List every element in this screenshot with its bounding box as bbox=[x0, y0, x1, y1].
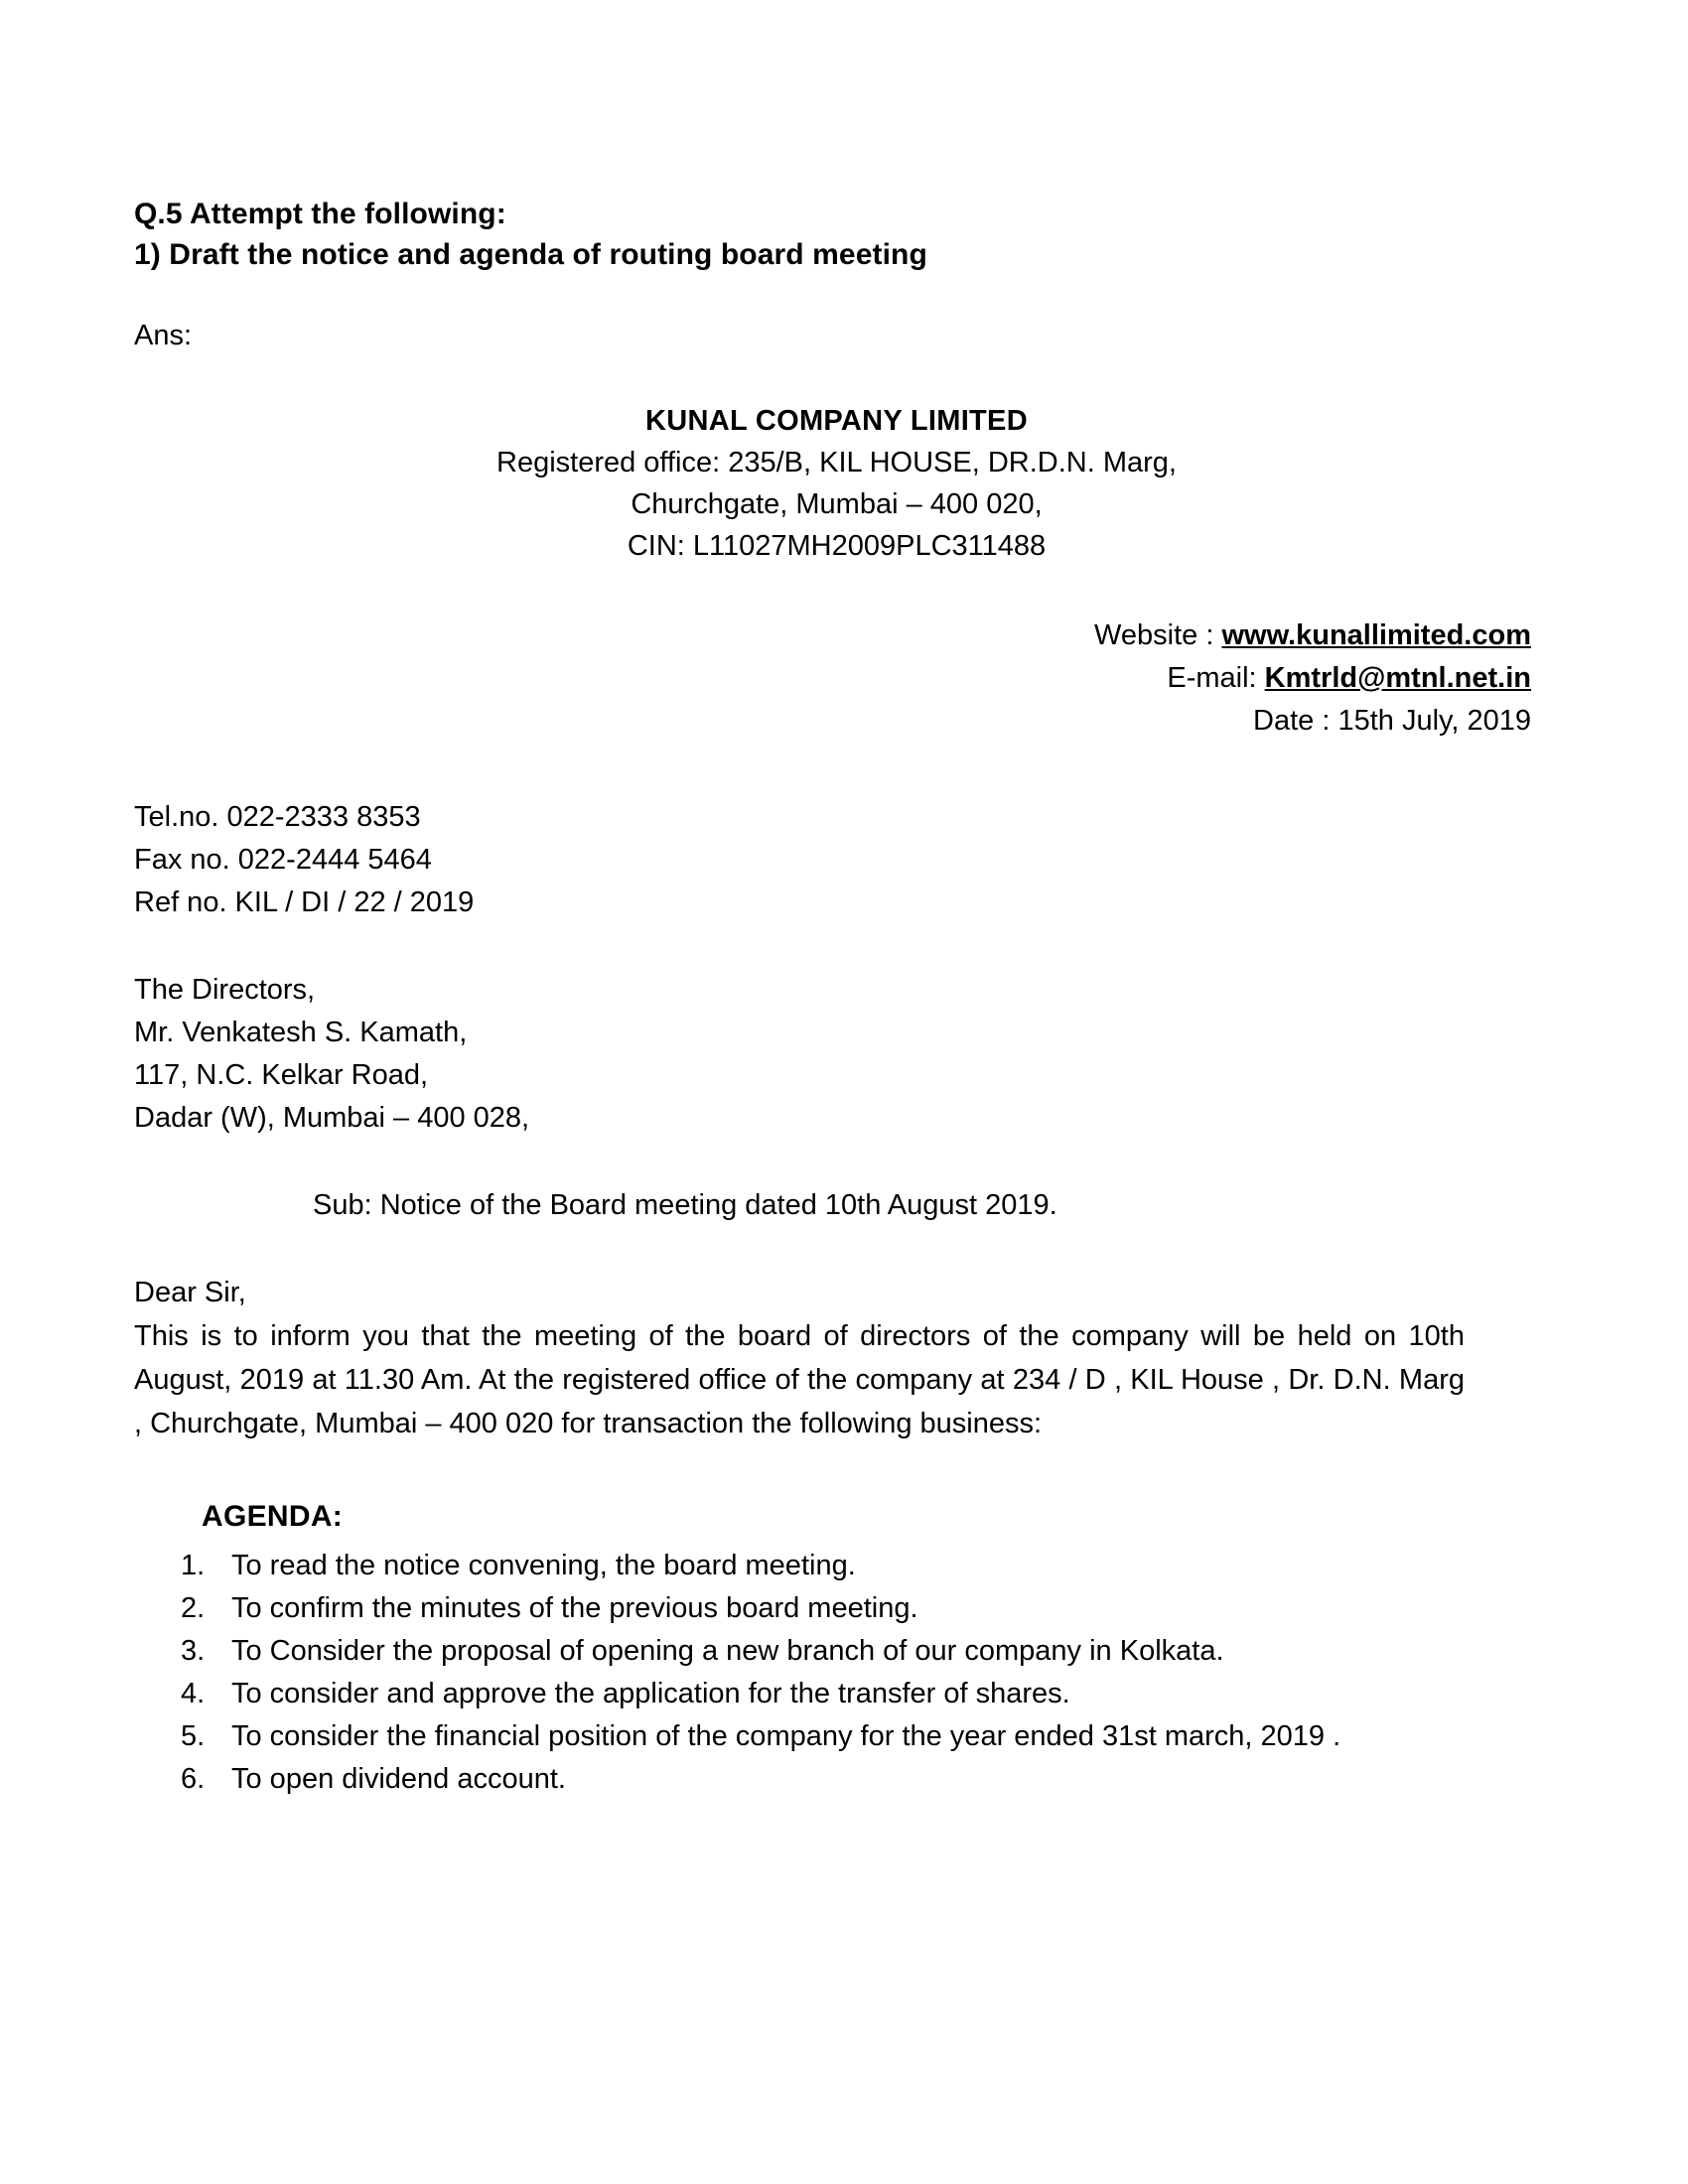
agenda-item-text: To consider and approve the application for the transfer of shares. bbox=[231, 1678, 1070, 1709]
reference-number-line: Ref no. KIL / DI / 22 / 2019 bbox=[134, 887, 475, 918]
agenda-item-number: 5. bbox=[181, 1720, 206, 1752]
email-label: E-mail: bbox=[1167, 662, 1265, 694]
reference-block bbox=[134, 796, 1539, 924]
agenda-item bbox=[134, 1758, 1532, 1801]
contact-block bbox=[134, 614, 1539, 743]
question-heading-line-2: 1) Draft the notice and agenda of routing board meeting bbox=[134, 238, 927, 271]
company-address-line-1: Registered office: 235/B, KIL HOUSE, DR.D.N. Marg, bbox=[496, 447, 1177, 478]
company-cin: CIN: L11027MH2009PLC311488 bbox=[627, 530, 1047, 562]
addressee-block bbox=[134, 969, 1539, 1140]
addressee-line-2: Mr. Venkatesh S. Kamath, bbox=[134, 1017, 468, 1048]
agenda-item-text: To read the notice convening, the board meeting. bbox=[231, 1550, 856, 1581]
fax-line: Fax no. 022-2444 5464 bbox=[134, 844, 432, 876]
agenda-item-text: To confirm the minutes of the previous board meeting. bbox=[231, 1592, 918, 1624]
agenda-item-number: 3. bbox=[181, 1635, 206, 1667]
addressee-line-3: 117, N.C. Kelkar Road, bbox=[134, 1059, 429, 1091]
website-link[interactable]: www.kunallimited.com bbox=[1221, 619, 1531, 651]
website-label: Website : bbox=[1094, 619, 1222, 651]
agenda-item-text: To open dividend account. bbox=[231, 1763, 566, 1795]
agenda-item bbox=[134, 1630, 1532, 1673]
telephone-line: Tel.no. 022-2333 8353 bbox=[134, 801, 421, 833]
letterhead-block bbox=[134, 400, 1539, 567]
salutation: Dear Sir, bbox=[134, 1277, 246, 1308]
agenda-item bbox=[134, 1715, 1532, 1758]
agenda-list bbox=[134, 1545, 1539, 1801]
company-address-line-2: Churchgate, Mumbai – 400 020, bbox=[631, 488, 1043, 520]
agenda-item bbox=[134, 1545, 1532, 1587]
agenda-item-text: To consider the financial position of the company for the year ended 31st march, 2019 . bbox=[231, 1720, 1341, 1752]
addressee-line-1: The Directors, bbox=[134, 974, 316, 1006]
addressee-line-4: Dadar (W), Mumbai – 400 028, bbox=[134, 1102, 530, 1134]
agenda-item-number: 2. bbox=[181, 1592, 206, 1624]
date-line: Date : 15th July, 2019 bbox=[1253, 705, 1531, 737]
company-name: KUNAL COMPANY LIMITED bbox=[645, 405, 1028, 437]
agenda-item-number: 4. bbox=[181, 1678, 206, 1709]
agenda-item-number: 6. bbox=[181, 1763, 206, 1795]
body-paragraph: This is to inform you that the meeting of the board of directors of the company will be held on 10th August, 2019 at 11.30 Am. At the registered office of the company at 234 / D , KIL House , Dr. D.N. Marg , Churchgate, Mumbai – 400 020 for transaction the following business: bbox=[134, 1320, 1465, 1439]
agenda-item bbox=[134, 1587, 1532, 1630]
email-line bbox=[134, 657, 1531, 700]
agenda-item-number: 1. bbox=[181, 1550, 206, 1581]
question-heading-line-1: Q.5 Attempt the following: bbox=[134, 198, 506, 230]
agenda-item bbox=[134, 1673, 1532, 1715]
email-link[interactable]: Kmtrld@mtnl.net.in bbox=[1264, 662, 1531, 694]
subject-line: Sub: Notice of the Board meeting dated 10th August 2019. bbox=[313, 1189, 1057, 1221]
answer-label: Ans: bbox=[134, 320, 193, 351]
question-heading bbox=[134, 194, 1539, 275]
website-line bbox=[134, 614, 1531, 657]
agenda-title: AGENDA: bbox=[202, 1500, 344, 1533]
agenda-item-text: To Consider the proposal of opening a new branch of our company in Kolkata. bbox=[231, 1635, 1224, 1667]
subject-block bbox=[134, 1185, 1539, 1225]
